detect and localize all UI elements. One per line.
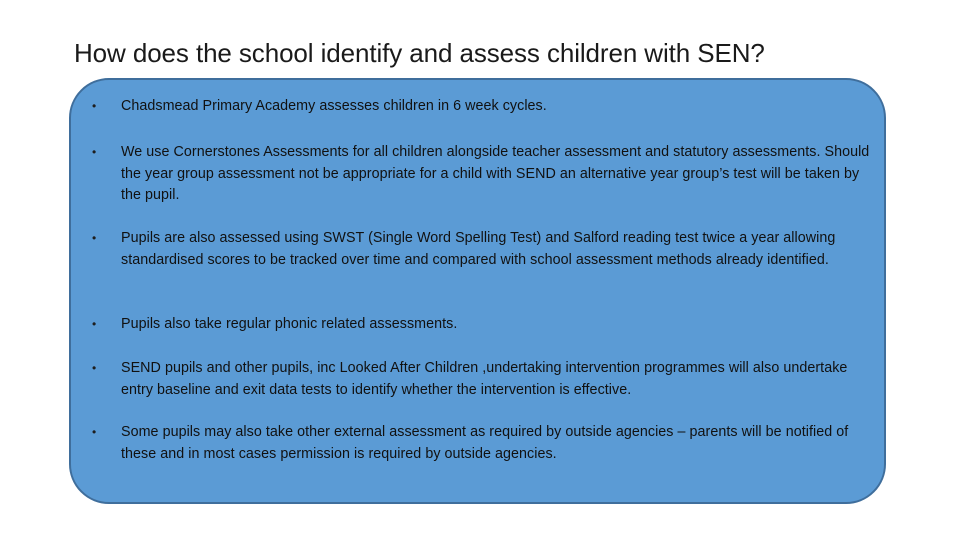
- bullet-icon: •: [92, 425, 97, 439]
- page-title: How does the school identify and assess children with SEN?: [74, 38, 765, 68]
- list-item-text: Pupils also take regular phonic related assessments.: [121, 316, 458, 332]
- list-item-text: Pupils are also assessed using SWST (Single Word Spelling Test) and Salford reading test twice a year allowing standardised scores to be tracked over time and compared with school assessment methods already identified.: [121, 230, 836, 268]
- bullet-icon: •: [92, 145, 97, 159]
- bullet-icon: •: [92, 231, 97, 245]
- bullet-icon: •: [92, 99, 97, 113]
- list-item-text: Chadsmead Primary Academy assesses children in 6 week cycles.: [121, 98, 547, 114]
- bullet-icon: •: [92, 317, 97, 331]
- list-item-text: SEND pupils and other pupils, inc Looked After Children ,undertaking intervention programmes will also undertake entry baseline and exit data tests to identify whether the intervention is effective.: [121, 360, 848, 398]
- content-panel: [69, 78, 886, 504]
- list-item-text: We use Cornerstones Assessments for all children alongside teacher assessment and statutory assessments. Should the year group assessment not be appropriate for a child with SEND an alternative year group’s test will be taken by the pupil.: [121, 144, 870, 203]
- bullet-icon: •: [92, 361, 97, 375]
- list-item-text: Some pupils may also take other external assessment as required by outside agencies – parents will be notified of these and in most cases permission is required by outside agencies.: [121, 424, 849, 462]
